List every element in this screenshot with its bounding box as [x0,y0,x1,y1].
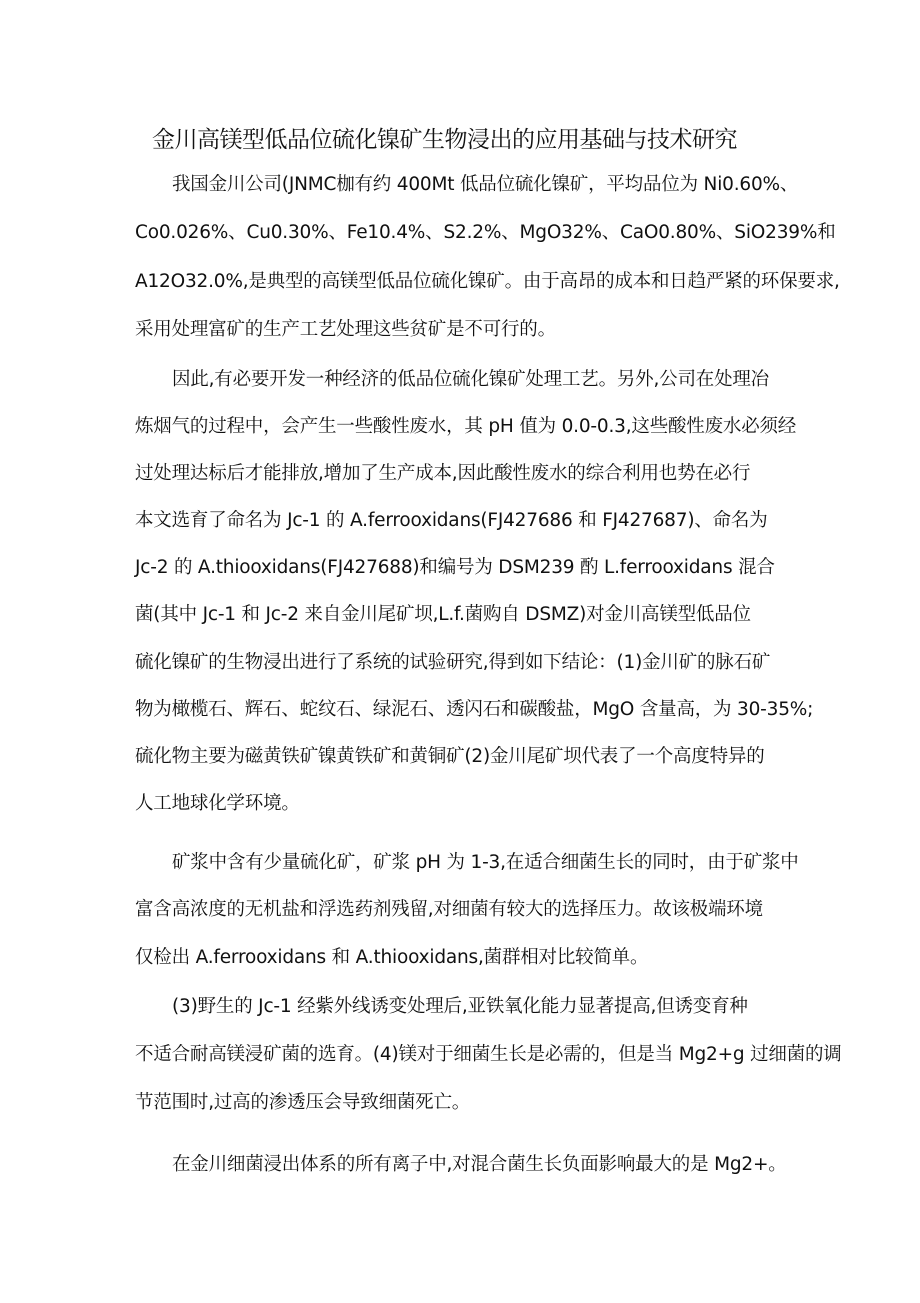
text-line: 不适合耐高镁浸矿菌的选育。(4)镁对于细菌生长是必需的，但是当 Mg2+g 过细菌的调 [135,1044,842,1065]
text-line: 因此,有必要开发一种经济的低品位硫化镍矿处理工艺。另外,公司在处理冶 [172,369,769,390]
text-line: (3)野生的 Jc-1 经紫外线诱变处理后,亚铁氧化能力显著提高,但诱变育种 [172,996,748,1017]
text-line: 节范围时,过高的渗透压会导致细菌死亡。 [135,1092,471,1113]
text-line: 硫化物主要为磁黄铁矿镍黄铁矿和黄铜矿(2)金川尾矿坝代表了一个高度特异的 [135,746,765,767]
text-line: 采用处理富矿的生产工艺处理这些贫矿是不可行的。 [135,319,556,340]
text-line: Co0.026%、Cu0.30%、Fe10.4%、S2.2%、MgO32%、CaO0.80%、SiO239%和 [135,222,836,243]
text-line: 仅检出 A.ferrooxidans 和 A.thiooxidans,菌群相对比较简单。 [135,947,649,968]
text-line: 我国金川公司(JNMC枷有约 400Mt 低品位硫化镍矿，平均品位为 Ni0.60%、 [172,174,799,195]
text-line: A12O32.0%,是典型的高镁型低品位硫化镍矿。由于高昂的成本和日趋严紧的环保要求, [135,271,840,292]
document-title: 金川高镁型低品位硫化镍矿生物浸出的应用基础与技术研究 [152,127,737,153]
text-line: 过处理达标后才能排放,增加了生产成本,因此酸性废水的综合利用也势在必行 [135,463,751,484]
text-line: 富含高浓度的无机盐和浮选药剂残留,对细菌有较大的选择压力。故该极端环境 [135,899,763,920]
text-line: 人工地球化学环境。 [135,793,300,814]
text-line: 炼烟气的过程中，会产生一些酸性废水，其 pH 值为 0.0-0.3,这些酸性废水必须经 [135,416,797,437]
text-line: Jc-2 的 A.thiooxidans(FJ427688)和编号为 DSM239 酌 L.ferrooxidans 混合 [135,557,775,578]
text-line: 菌(其中 Jc-1 和 Jc-2 来自金川尾矿坝,L.f.菌购自 DSMZ)对金川高镁型低品位 [135,604,751,625]
text-line: 物为橄榄石、辉石、蛇纹石、绿泥石、透闪石和碳酸盐，MgO 含量高，为 30-35%; [135,699,814,720]
text-line: 硫化镍矿的生物浸出进行了系统的试验研究,得到如下结论：(1)金川矿的脉石矿 [135,652,771,673]
text-line: 在金川细菌浸出体系的所有离子中,对混合菌生长负面影响最大的是 Mg2+。 [172,1154,787,1175]
text-line: 矿浆中含有少量硫化矿，矿浆 pH 为 1-3,在适合细菌生长的同时，由于矿浆中 [172,852,799,873]
text-line: 本文选育了命名为 Jc-1 的 A.ferrooxidans(FJ427686 和 FJ427687)、命名为 [135,510,768,531]
